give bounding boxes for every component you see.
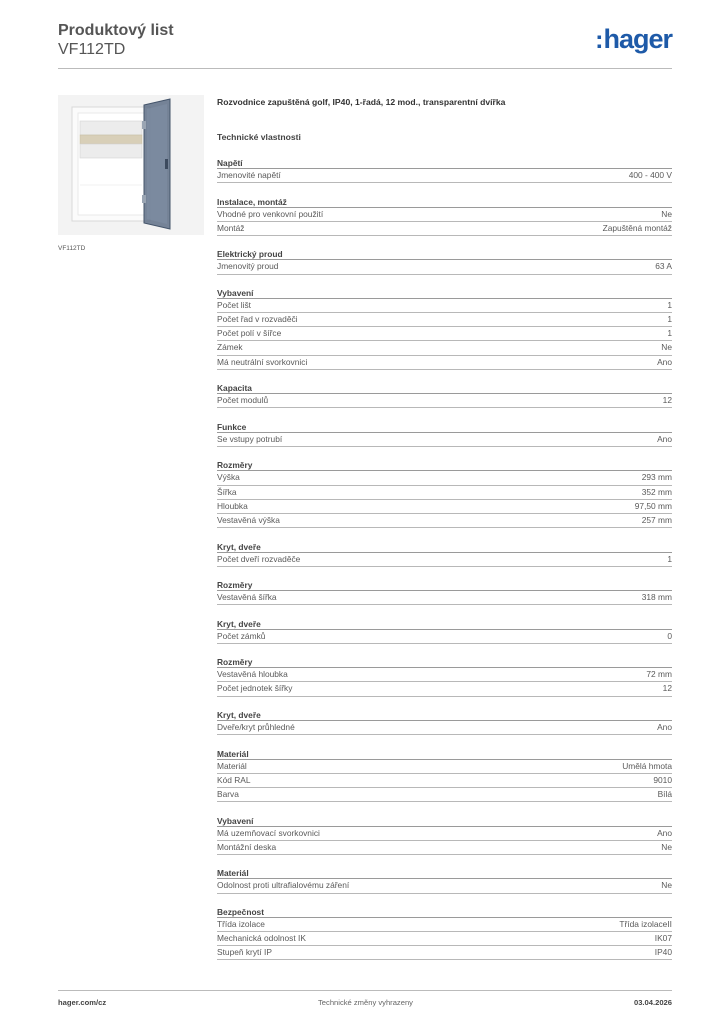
property-value: 12 bbox=[662, 683, 672, 694]
property-row bbox=[217, 682, 672, 696]
property-label: Počet jednotek šířky bbox=[217, 683, 293, 694]
property-value: Umělá hmota bbox=[622, 760, 672, 771]
property-row bbox=[217, 788, 672, 802]
property-row bbox=[217, 760, 672, 774]
property-label: Počet polí v šířce bbox=[217, 328, 282, 339]
logo-colon-icon: : bbox=[595, 26, 603, 54]
property-row bbox=[217, 169, 672, 183]
document-title: Produktový list bbox=[58, 22, 174, 39]
property-group bbox=[217, 748, 672, 803]
property-label: Jmenovité napětí bbox=[217, 170, 281, 180]
page-header bbox=[58, 20, 672, 70]
property-label: Vestavěná výška bbox=[217, 514, 280, 525]
property-group-title: Vybavení bbox=[217, 287, 672, 299]
property-row bbox=[217, 260, 672, 274]
property-label: Třída izolace bbox=[217, 918, 265, 929]
product-code: VF112TD bbox=[58, 41, 126, 58]
property-row bbox=[217, 327, 672, 341]
property-row bbox=[217, 668, 672, 682]
product-image bbox=[58, 95, 204, 235]
property-row bbox=[217, 500, 672, 514]
property-group-title: Vybavení bbox=[217, 815, 672, 827]
property-group-title: Funkce bbox=[217, 421, 672, 433]
property-group bbox=[217, 459, 672, 528]
property-group-title: Instalace, montáž bbox=[217, 196, 672, 208]
property-value: 1 bbox=[667, 553, 672, 564]
property-value: 72 mm bbox=[646, 669, 672, 680]
property-label: Odolnost proti ultrafialovému záření bbox=[217, 880, 350, 891]
property-group bbox=[217, 287, 672, 370]
property-group bbox=[217, 815, 672, 855]
property-row bbox=[217, 222, 672, 236]
product-content bbox=[217, 96, 672, 973]
property-group-title: Napětí bbox=[217, 157, 672, 169]
property-value: Třída izolaceII bbox=[619, 918, 672, 929]
property-label: Má uzemňovací svorkovnici bbox=[217, 827, 320, 838]
property-label: Kód RAL bbox=[217, 774, 251, 785]
property-label: Materiál bbox=[217, 760, 247, 771]
property-value: 400 - 400 V bbox=[628, 170, 672, 180]
property-row bbox=[217, 433, 672, 447]
property-group-title: Bezpečnost bbox=[217, 906, 672, 918]
footer-date: 03.04.2026 bbox=[633, 998, 672, 1007]
property-row bbox=[217, 721, 672, 735]
property-label: Montážní deska bbox=[217, 841, 277, 852]
property-group-title: Rozměry bbox=[217, 459, 672, 471]
property-group bbox=[217, 579, 672, 605]
property-group bbox=[217, 248, 672, 274]
property-value: 257 mm bbox=[641, 514, 672, 525]
property-row bbox=[217, 946, 672, 960]
property-label: Dveře/kryt průhledné bbox=[217, 722, 295, 733]
property-label: Má neutrální svorkovnici bbox=[217, 356, 308, 367]
property-row bbox=[217, 394, 672, 408]
property-value: Ne bbox=[661, 880, 672, 891]
property-value: 0 bbox=[667, 630, 672, 641]
property-group-title: Rozměry bbox=[217, 579, 672, 591]
property-label: Se vstupy potrubí bbox=[217, 433, 283, 444]
property-label: Počet lišt bbox=[217, 299, 251, 310]
property-value: Bílá bbox=[657, 789, 672, 799]
property-group bbox=[217, 656, 672, 696]
property-label: Vestavěná hloubka bbox=[217, 669, 288, 680]
property-group bbox=[217, 196, 672, 236]
property-value: Zapuštěná montáž bbox=[602, 222, 672, 233]
property-label: Barva bbox=[217, 789, 239, 799]
property-row bbox=[217, 514, 672, 528]
property-group bbox=[217, 618, 672, 644]
property-group-title: Kapacita bbox=[217, 382, 672, 394]
property-value: 1 bbox=[667, 328, 672, 339]
property-value: Ne bbox=[661, 342, 672, 353]
property-value: 293 mm bbox=[641, 472, 672, 483]
property-row bbox=[217, 486, 672, 500]
logo-text: hager bbox=[603, 24, 672, 54]
property-label: Vestavěná šířka bbox=[217, 592, 277, 603]
property-value: IP40 bbox=[654, 947, 672, 958]
image-caption: VF112TD bbox=[58, 245, 86, 252]
property-label: Počet řad v rozvaděči bbox=[217, 314, 298, 325]
property-label: Počet zámků bbox=[217, 630, 266, 641]
property-value: 63 A bbox=[655, 261, 672, 272]
property-label: Stupeň krytí IP bbox=[217, 947, 272, 958]
property-value: 12 bbox=[662, 395, 672, 406]
property-group bbox=[217, 382, 672, 408]
property-value: Ne bbox=[661, 208, 672, 219]
property-value: Ano bbox=[657, 827, 672, 838]
property-group-title: Kryt, dveře bbox=[217, 618, 672, 630]
property-value: 1 bbox=[667, 299, 672, 310]
header-divider bbox=[58, 68, 672, 69]
property-label: Zámek bbox=[217, 342, 243, 353]
footer-disclaimer: Technické změny vyhrazeny bbox=[318, 998, 413, 1007]
property-group bbox=[217, 906, 672, 961]
property-row bbox=[217, 471, 672, 485]
technical-properties-list bbox=[217, 157, 672, 960]
property-group bbox=[217, 541, 672, 567]
footer-divider bbox=[58, 990, 672, 991]
property-value: 352 mm bbox=[641, 486, 672, 497]
hager-logo[interactable] bbox=[595, 26, 672, 53]
property-row bbox=[217, 356, 672, 370]
property-row bbox=[217, 341, 672, 355]
property-row bbox=[217, 774, 672, 788]
property-label: Mechanická odolnost IK bbox=[217, 933, 306, 944]
property-label: Počet modulů bbox=[217, 395, 269, 406]
property-row bbox=[217, 918, 672, 932]
property-row bbox=[217, 208, 672, 222]
property-group bbox=[217, 157, 672, 183]
property-value: 318 mm bbox=[641, 592, 672, 603]
property-label: Montáž bbox=[217, 222, 245, 233]
property-row bbox=[217, 827, 672, 841]
property-value: 1 bbox=[667, 314, 672, 325]
property-group-title: Elektrický proud bbox=[217, 248, 672, 260]
property-row bbox=[217, 299, 672, 313]
property-value: IK07 bbox=[654, 933, 672, 944]
property-label: Šířka bbox=[217, 486, 237, 497]
property-value: Ne bbox=[661, 841, 672, 852]
property-row bbox=[217, 313, 672, 327]
property-group bbox=[217, 867, 672, 893]
property-label: Hloubka bbox=[217, 500, 248, 511]
property-group-title: Rozměry bbox=[217, 656, 672, 668]
property-group-title: Materiál bbox=[217, 748, 672, 760]
technical-properties-heading: Technické vlastnosti bbox=[217, 132, 301, 142]
footer-website-link[interactable]: hager.com/cz bbox=[58, 998, 107, 1007]
property-row bbox=[217, 841, 672, 855]
property-group-title: Materiál bbox=[217, 867, 672, 879]
distribution-board-illustration bbox=[58, 95, 204, 235]
product-description: Rozvodnice zapuštěná golf, IP40, 1-řadá, 12 mod., transparentní dvířka bbox=[217, 97, 506, 107]
property-row bbox=[217, 591, 672, 605]
property-row bbox=[217, 630, 672, 644]
property-value: Ano bbox=[657, 722, 672, 733]
property-group-title: Kryt, dveře bbox=[217, 709, 672, 721]
property-row bbox=[217, 879, 672, 893]
property-label: Jmenovitý proud bbox=[217, 261, 279, 272]
property-row bbox=[217, 553, 672, 567]
property-value: Ano bbox=[657, 356, 672, 367]
property-value: 97,50 mm bbox=[634, 500, 672, 511]
property-group-title: Kryt, dveře bbox=[217, 541, 672, 553]
property-value: Ano bbox=[657, 433, 672, 444]
property-label: Vhodné pro venkovní použití bbox=[217, 208, 324, 219]
property-row bbox=[217, 932, 672, 946]
property-group bbox=[217, 421, 672, 447]
property-label: Výška bbox=[217, 472, 240, 483]
property-value: 9010 bbox=[653, 774, 672, 785]
property-label: Počet dveří rozvaděče bbox=[217, 553, 301, 564]
property-group bbox=[217, 709, 672, 735]
